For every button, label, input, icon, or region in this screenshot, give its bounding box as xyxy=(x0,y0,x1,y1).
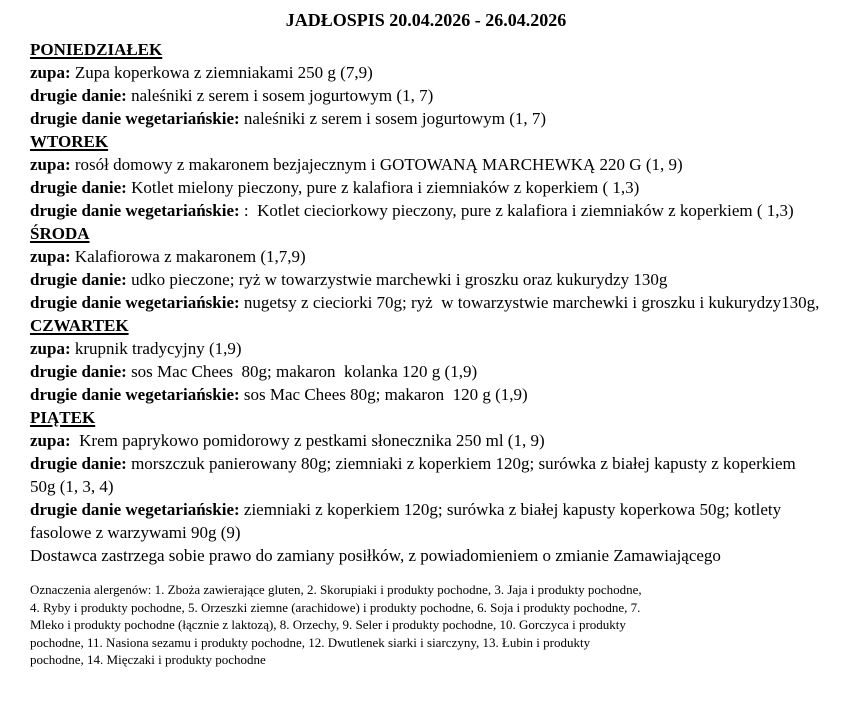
menu-row-vegetarian xyxy=(30,498,822,544)
course-text: krupnik tradycyjny (1,9) xyxy=(70,339,242,358)
day-heading-piatek: PIĄTEK xyxy=(30,408,96,427)
menu-row-vegetarian xyxy=(30,291,822,314)
course-text: morszczuk panierowany 80g; ziemniaki z koperkiem 120g; surówka z białej kapusty z koperkiem 50g (1, 3, 4) xyxy=(30,454,800,496)
course-label: drugie danie: xyxy=(30,362,127,381)
day-heading-wtorek: WTOREK xyxy=(30,132,109,151)
day-heading-czwartek: CZWARTEK xyxy=(30,316,129,335)
menu-row-soup xyxy=(30,245,822,268)
menu-row-soup xyxy=(30,429,822,452)
course-text: rosół domowy z makaronem bezjajecznym i GOTOWANĄ MARCHEWKĄ 220 G (1, 9) xyxy=(70,155,683,174)
course-label: drugie danie wegetariańskie: xyxy=(30,385,240,404)
course-label: drugie danie: xyxy=(30,454,127,473)
course-text: Kalafiorowa z makaronem (1,7,9) xyxy=(70,247,306,266)
course-text: udko pieczone; ryż w towarzystwie marchewki i groszku oraz kukurydzy 130g xyxy=(126,270,668,289)
day-section-piatek xyxy=(30,406,822,544)
menu-row-soup xyxy=(30,153,822,176)
course-text: nugetsy z cieciorki 70g; ryż w towarzystwie marchewki i groszku i kukurydzy130g, xyxy=(239,293,820,312)
course-label: drugie danie: xyxy=(30,178,127,197)
day-heading-poniedzialek: PONIEDZIAŁEK xyxy=(30,40,163,59)
course-text: sos Mac Chees 80g; makaron 120 g (1,9) xyxy=(239,385,528,404)
course-text: naleśniki z serem i sosem jogurtowym (1, 7) xyxy=(126,86,434,105)
allergen-legend xyxy=(30,581,822,669)
menu-row-soup xyxy=(30,61,822,84)
disclaimer-text: Dostawca zastrzega sobie prawo do zamiany posiłków, z powiadomieniem o zmianie Zamawiającego xyxy=(30,546,721,565)
day-section-wtorek xyxy=(30,130,822,222)
menu-row-soup xyxy=(30,337,822,360)
allergen-line: Mleko i produkty pochodne (łącznie z laktozą), 8. Orzechy, 9. Seler i produkty pochodne, 10. Gorczyca i produkty xyxy=(30,617,626,632)
course-text: Krem paprykowo pomidorowy z pestkami słonecznika 250 ml (1, 9) xyxy=(70,431,545,450)
menu-row-main xyxy=(30,360,822,383)
menu-row-vegetarian xyxy=(30,383,822,406)
course-label: zupa: xyxy=(30,63,71,82)
allergen-line: pochodne, 14. Mięczaki i produkty pochodne xyxy=(30,652,266,667)
course-label: zupa: xyxy=(30,155,71,174)
course-label: drugie danie: xyxy=(30,86,127,105)
menu-row-vegetarian xyxy=(30,199,822,222)
day-section-sroda xyxy=(30,222,822,314)
course-label: drugie danie: xyxy=(30,270,127,289)
course-text: : Kotlet cieciorkowy pieczony, pure z kalafiora i ziemniaków z koperkiem ( 1,3) xyxy=(239,201,794,220)
menu-row-main xyxy=(30,452,822,498)
day-section-czwartek xyxy=(30,314,822,406)
allergen-line: pochodne, 11. Nasiona sezamu i produkty pochodne, 12. Dwutlenek siarki i siarczyny, 13. Łubin i produkty xyxy=(30,634,591,650)
course-label: drugie danie wegetariańskie: xyxy=(30,293,240,312)
course-label: drugie danie wegetariańskie: xyxy=(30,109,240,128)
course-label: zupa: xyxy=(30,339,71,358)
menu-row-main xyxy=(30,268,822,291)
menu-row-vegetarian xyxy=(30,107,822,130)
course-text: sos Mac Chees 80g; makaron kolanka 120 g (1,9) xyxy=(126,362,478,381)
menu-row-main xyxy=(30,176,822,199)
course-text: Kotlet mielony pieczony, pure z kalafiora i ziemniaków z koperkiem ( 1,3) xyxy=(126,178,640,197)
course-text: Zupa koperkowa z ziemniakami 250 g (7,9) xyxy=(70,63,373,82)
page-title: JADŁOSPIS 20.04.2026 - 26.04.2026 xyxy=(285,10,567,30)
course-label: drugie danie wegetariańskie: xyxy=(30,201,240,220)
course-label: zupa: xyxy=(30,431,71,450)
course-text: naleśniki z serem i sosem jogurtowym (1, 7) xyxy=(239,109,547,128)
allergen-line: Oznaczenia alergenów: 1. Zboża zawierające gluten, 2. Skorupiaki i produkty pochodne, 3. Jaja i produkty pochodne, xyxy=(30,582,642,597)
allergen-line: 4. Ryby i produkty pochodne, 5. Orzeszki ziemne (arachidowe) i produkty pochodne, 6. Soja i produkty pochodne, 7. xyxy=(30,599,641,615)
day-section-poniedzialek xyxy=(30,38,822,130)
course-label: zupa: xyxy=(30,247,71,266)
day-heading-sroda: ŚRODA xyxy=(30,224,90,243)
menu-row-main xyxy=(30,84,822,107)
course-text: ziemniaki z koperkiem 120g; surówka z białej kapusty koperkowa 50g; kotlety fasolowe z warzywami 90g (9) xyxy=(30,500,786,542)
course-label: drugie danie wegetariańskie: xyxy=(30,500,240,519)
